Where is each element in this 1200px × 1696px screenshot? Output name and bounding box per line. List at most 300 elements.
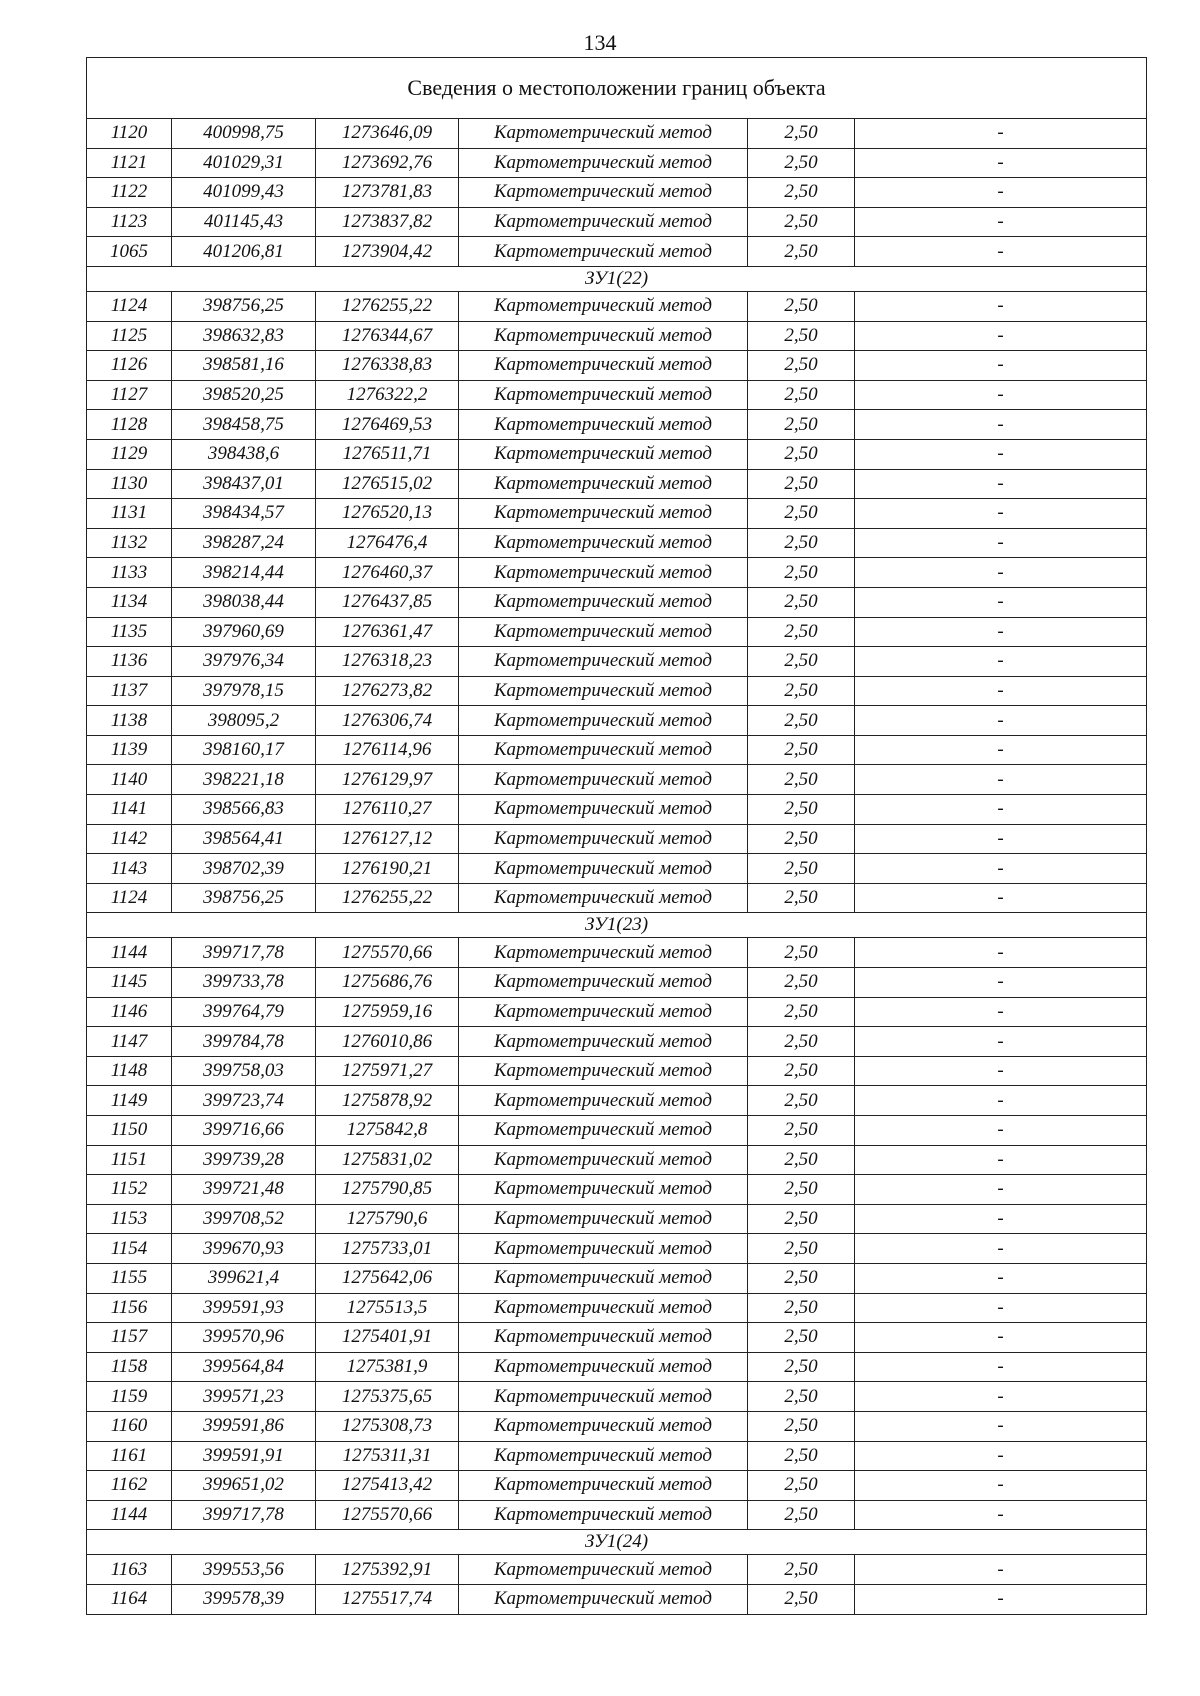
table-row	[87, 178, 1147, 208]
table-row	[87, 1323, 1147, 1353]
point-number-cell: 1136	[87, 647, 172, 677]
description-cell: -	[855, 1204, 1147, 1234]
x-coordinate-cell: 398756,25	[172, 883, 316, 913]
point-number-cell: 1120	[87, 119, 172, 149]
x-coordinate-cell: 398214,44	[172, 558, 316, 588]
table-row	[87, 439, 1147, 469]
y-coordinate-cell: 1276127,12	[316, 824, 459, 854]
table-row	[87, 1234, 1147, 1264]
table-row	[87, 528, 1147, 558]
method-cell: Картометрический метод	[459, 647, 748, 677]
accuracy-cell: 2,50	[748, 883, 855, 913]
accuracy-cell: 2,50	[748, 824, 855, 854]
method-cell: Картометрический метод	[459, 291, 748, 321]
page-number: 134	[583, 30, 617, 55]
y-coordinate-cell: 1275971,27	[316, 1056, 459, 1086]
method-cell: Картометрический метод	[459, 1234, 748, 1264]
description-cell: -	[855, 469, 1147, 499]
description-cell: -	[855, 351, 1147, 381]
y-coordinate-cell: 1275311,31	[316, 1441, 459, 1471]
description-cell: -	[855, 1056, 1147, 1086]
y-coordinate-cell: 1276437,85	[316, 587, 459, 617]
method-cell: Картометрический метод	[459, 1471, 748, 1501]
y-coordinate-cell: 1276469,53	[316, 410, 459, 440]
point-number-cell: 1153	[87, 1204, 172, 1234]
table-row	[87, 351, 1147, 381]
accuracy-cell: 2,50	[748, 439, 855, 469]
table-row	[87, 1027, 1147, 1057]
method-cell: Картометрический метод	[459, 997, 748, 1027]
accuracy-cell: 2,50	[748, 148, 855, 178]
accuracy-cell: 2,50	[748, 1263, 855, 1293]
accuracy-cell: 2,50	[748, 499, 855, 529]
point-number-cell: 1122	[87, 178, 172, 208]
method-cell: Картометрический метод	[459, 1500, 748, 1530]
x-coordinate-cell: 398566,83	[172, 795, 316, 825]
description-cell: -	[855, 178, 1147, 208]
table-row	[87, 237, 1147, 267]
method-cell: Картометрический метод	[459, 148, 748, 178]
point-number-cell: 1156	[87, 1293, 172, 1323]
accuracy-cell: 2,50	[748, 1555, 855, 1585]
y-coordinate-cell: 1273837,82	[316, 207, 459, 237]
table-row	[87, 968, 1147, 998]
table-row	[87, 854, 1147, 884]
table-row	[87, 148, 1147, 178]
accuracy-cell: 2,50	[748, 469, 855, 499]
y-coordinate-cell: 1276255,22	[316, 291, 459, 321]
method-cell: Картометрический метод	[459, 676, 748, 706]
section-label: ЗУ1(24)	[87, 1530, 1147, 1555]
description-cell: -	[855, 1116, 1147, 1146]
table-row	[87, 410, 1147, 440]
point-number-cell: 1130	[87, 469, 172, 499]
x-coordinate-cell: 399723,74	[172, 1086, 316, 1116]
accuracy-cell: 2,50	[748, 1145, 855, 1175]
description-cell: -	[855, 1234, 1147, 1264]
point-number-cell: 1154	[87, 1234, 172, 1264]
x-coordinate-cell: 399784,78	[172, 1027, 316, 1057]
y-coordinate-cell: 1276306,74	[316, 706, 459, 736]
method-cell: Картометрический метод	[459, 1145, 748, 1175]
accuracy-cell: 2,50	[748, 706, 855, 736]
point-number-cell: 1124	[87, 883, 172, 913]
x-coordinate-cell: 399764,79	[172, 997, 316, 1027]
point-number-cell: 1143	[87, 854, 172, 884]
table-row	[87, 1555, 1147, 1585]
table-row	[87, 558, 1147, 588]
method-cell: Картометрический метод	[459, 1323, 748, 1353]
table-body	[87, 58, 1147, 1615]
method-cell: Картометрический метод	[459, 1382, 748, 1412]
description-cell: -	[855, 558, 1147, 588]
accuracy-cell: 2,50	[748, 237, 855, 267]
x-coordinate-cell: 401099,43	[172, 178, 316, 208]
section-label: ЗУ1(23)	[87, 913, 1147, 938]
y-coordinate-cell: 1276190,21	[316, 854, 459, 884]
method-cell: Картометрический метод	[459, 824, 748, 854]
y-coordinate-cell: 1276114,96	[316, 735, 459, 765]
point-number-cell: 1148	[87, 1056, 172, 1086]
table-row	[87, 735, 1147, 765]
section-row	[87, 1530, 1147, 1555]
y-coordinate-cell: 1275308,73	[316, 1411, 459, 1441]
description-cell: -	[855, 1086, 1147, 1116]
x-coordinate-cell: 398437,01	[172, 469, 316, 499]
x-coordinate-cell: 398458,75	[172, 410, 316, 440]
table-row	[87, 1204, 1147, 1234]
accuracy-cell: 2,50	[748, 1471, 855, 1501]
description-cell: -	[855, 676, 1147, 706]
table-row	[87, 795, 1147, 825]
method-cell: Картометрический метод	[459, 321, 748, 351]
y-coordinate-cell: 1275686,76	[316, 968, 459, 998]
table-row	[87, 207, 1147, 237]
table-row	[87, 765, 1147, 795]
x-coordinate-cell: 399591,86	[172, 1411, 316, 1441]
x-coordinate-cell: 397976,34	[172, 647, 316, 677]
method-cell: Картометрический метод	[459, 1584, 748, 1614]
accuracy-cell: 2,50	[748, 1175, 855, 1205]
x-coordinate-cell: 399717,78	[172, 1500, 316, 1530]
y-coordinate-cell: 1275517,74	[316, 1584, 459, 1614]
method-cell: Картометрический метод	[459, 938, 748, 968]
accuracy-cell: 2,50	[748, 617, 855, 647]
description-cell: -	[855, 380, 1147, 410]
description-cell: -	[855, 291, 1147, 321]
point-number-cell: 1152	[87, 1175, 172, 1205]
method-cell: Картометрический метод	[459, 351, 748, 381]
point-number-cell: 1157	[87, 1323, 172, 1353]
table-row	[87, 676, 1147, 706]
accuracy-cell: 2,50	[748, 207, 855, 237]
accuracy-cell: 2,50	[748, 1116, 855, 1146]
description-cell: -	[855, 1145, 1147, 1175]
x-coordinate-cell: 399739,28	[172, 1145, 316, 1175]
description-cell: -	[855, 1323, 1147, 1353]
boundary-coordinates-table	[86, 57, 1147, 1615]
description-cell: -	[855, 1500, 1147, 1530]
description-cell: -	[855, 1471, 1147, 1501]
method-cell: Картометрический метод	[459, 380, 748, 410]
y-coordinate-cell: 1275790,85	[316, 1175, 459, 1205]
table-row	[87, 938, 1147, 968]
description-cell: -	[855, 1263, 1147, 1293]
table-row	[87, 1056, 1147, 1086]
table-row	[87, 499, 1147, 529]
accuracy-cell: 2,50	[748, 765, 855, 795]
accuracy-cell: 2,50	[748, 1584, 855, 1614]
x-coordinate-cell: 398581,16	[172, 351, 316, 381]
accuracy-cell: 2,50	[748, 1234, 855, 1264]
method-cell: Картометрический метод	[459, 410, 748, 440]
table-row	[87, 1441, 1147, 1471]
section-label: ЗУ1(22)	[87, 266, 1147, 291]
method-cell: Картометрический метод	[459, 1441, 748, 1471]
accuracy-cell: 2,50	[748, 528, 855, 558]
accuracy-cell: 2,50	[748, 1382, 855, 1412]
method-cell: Картометрический метод	[459, 765, 748, 795]
x-coordinate-cell: 398702,39	[172, 854, 316, 884]
description-cell: -	[855, 883, 1147, 913]
point-number-cell: 1142	[87, 824, 172, 854]
x-coordinate-cell: 398632,83	[172, 321, 316, 351]
accuracy-cell: 2,50	[748, 1293, 855, 1323]
accuracy-cell: 2,50	[748, 997, 855, 1027]
x-coordinate-cell: 401206,81	[172, 237, 316, 267]
point-number-cell: 1139	[87, 735, 172, 765]
table-row	[87, 1175, 1147, 1205]
y-coordinate-cell: 1275642,06	[316, 1263, 459, 1293]
description-cell: -	[855, 1411, 1147, 1441]
table-row	[87, 1471, 1147, 1501]
table-row	[87, 706, 1147, 736]
y-coordinate-cell: 1273904,42	[316, 237, 459, 267]
x-coordinate-cell: 399621,4	[172, 1263, 316, 1293]
description-cell: -	[855, 119, 1147, 149]
x-coordinate-cell: 400998,75	[172, 119, 316, 149]
description-cell: -	[855, 1352, 1147, 1382]
y-coordinate-cell: 1275413,42	[316, 1471, 459, 1501]
y-coordinate-cell: 1275570,66	[316, 938, 459, 968]
point-number-cell: 1164	[87, 1584, 172, 1614]
point-number-cell: 1158	[87, 1352, 172, 1382]
method-cell: Картометрический метод	[459, 854, 748, 884]
y-coordinate-cell: 1276129,97	[316, 765, 459, 795]
x-coordinate-cell: 401145,43	[172, 207, 316, 237]
point-number-cell: 1145	[87, 968, 172, 998]
y-coordinate-cell: 1276255,22	[316, 883, 459, 913]
x-coordinate-cell: 397978,15	[172, 676, 316, 706]
table-title: Сведения о местоположении границ объекта	[87, 58, 1147, 119]
x-coordinate-cell: 398160,17	[172, 735, 316, 765]
table-row	[87, 824, 1147, 854]
accuracy-cell: 2,50	[748, 119, 855, 149]
point-number-cell: 1065	[87, 237, 172, 267]
method-cell: Картометрический метод	[459, 439, 748, 469]
table-row	[87, 1116, 1147, 1146]
point-number-cell: 1127	[87, 380, 172, 410]
table-row	[87, 380, 1147, 410]
x-coordinate-cell: 398434,57	[172, 499, 316, 529]
description-cell: -	[855, 735, 1147, 765]
description-cell: -	[855, 1382, 1147, 1412]
method-cell: Картометрический метод	[459, 1086, 748, 1116]
point-number-cell: 1133	[87, 558, 172, 588]
method-cell: Картометрический метод	[459, 237, 748, 267]
method-cell: Картометрический метод	[459, 207, 748, 237]
description-cell: -	[855, 237, 1147, 267]
point-number-cell: 1144	[87, 938, 172, 968]
x-coordinate-cell: 398221,18	[172, 765, 316, 795]
point-number-cell: 1126	[87, 351, 172, 381]
y-coordinate-cell: 1276515,02	[316, 469, 459, 499]
point-number-cell: 1132	[87, 528, 172, 558]
table-row	[87, 997, 1147, 1027]
method-cell: Картометрический метод	[459, 1175, 748, 1205]
y-coordinate-cell: 1276511,71	[316, 439, 459, 469]
accuracy-cell: 2,50	[748, 795, 855, 825]
description-cell: -	[855, 968, 1147, 998]
x-coordinate-cell: 399578,39	[172, 1584, 316, 1614]
y-coordinate-cell: 1275513,5	[316, 1293, 459, 1323]
point-number-cell: 1124	[87, 291, 172, 321]
point-number-cell: 1144	[87, 1500, 172, 1530]
point-number-cell: 1125	[87, 321, 172, 351]
description-cell: -	[855, 938, 1147, 968]
section-row	[87, 266, 1147, 291]
accuracy-cell: 2,50	[748, 558, 855, 588]
point-number-cell: 1147	[87, 1027, 172, 1057]
x-coordinate-cell: 399564,84	[172, 1352, 316, 1382]
method-cell: Картометрический метод	[459, 1263, 748, 1293]
x-coordinate-cell: 398038,44	[172, 587, 316, 617]
y-coordinate-cell: 1273781,83	[316, 178, 459, 208]
y-coordinate-cell: 1275381,9	[316, 1352, 459, 1382]
method-cell: Картометрический метод	[459, 1293, 748, 1323]
point-number-cell: 1141	[87, 795, 172, 825]
accuracy-cell: 2,50	[748, 587, 855, 617]
method-cell: Картометрический метод	[459, 499, 748, 529]
accuracy-cell: 2,50	[748, 1352, 855, 1382]
y-coordinate-cell: 1276520,13	[316, 499, 459, 529]
method-cell: Картометрический метод	[459, 883, 748, 913]
x-coordinate-cell: 398564,41	[172, 824, 316, 854]
method-cell: Картометрический метод	[459, 706, 748, 736]
x-coordinate-cell: 398756,25	[172, 291, 316, 321]
point-number-cell: 1160	[87, 1411, 172, 1441]
table-row	[87, 1293, 1147, 1323]
method-cell: Картометрический метод	[459, 469, 748, 499]
x-coordinate-cell: 399553,56	[172, 1555, 316, 1585]
y-coordinate-cell: 1276110,27	[316, 795, 459, 825]
table-title-row	[87, 58, 1147, 119]
x-coordinate-cell: 399670,93	[172, 1234, 316, 1264]
description-cell: -	[855, 1584, 1147, 1614]
point-number-cell: 1151	[87, 1145, 172, 1175]
y-coordinate-cell: 1275878,92	[316, 1086, 459, 1116]
description-cell: -	[855, 1555, 1147, 1585]
y-coordinate-cell: 1276460,37	[316, 558, 459, 588]
x-coordinate-cell: 399717,78	[172, 938, 316, 968]
method-cell: Картометрический метод	[459, 1411, 748, 1441]
description-cell: -	[855, 1175, 1147, 1205]
y-coordinate-cell: 1276322,2	[316, 380, 459, 410]
point-number-cell: 1135	[87, 617, 172, 647]
accuracy-cell: 2,50	[748, 351, 855, 381]
x-coordinate-cell: 398095,2	[172, 706, 316, 736]
table-row	[87, 617, 1147, 647]
description-cell: -	[855, 148, 1147, 178]
accuracy-cell: 2,50	[748, 938, 855, 968]
table-row	[87, 1263, 1147, 1293]
accuracy-cell: 2,50	[748, 321, 855, 351]
table-row	[87, 883, 1147, 913]
y-coordinate-cell: 1275959,16	[316, 997, 459, 1027]
section-row	[87, 913, 1147, 938]
point-number-cell: 1150	[87, 1116, 172, 1146]
method-cell: Картометрический метод	[459, 1204, 748, 1234]
method-cell: Картометрический метод	[459, 1555, 748, 1585]
table-row	[87, 587, 1147, 617]
method-cell: Картометрический метод	[459, 528, 748, 558]
accuracy-cell: 2,50	[748, 676, 855, 706]
table-row	[87, 1145, 1147, 1175]
point-number-cell: 1129	[87, 439, 172, 469]
description-cell: -	[855, 499, 1147, 529]
accuracy-cell: 2,50	[748, 1441, 855, 1471]
x-coordinate-cell: 398520,25	[172, 380, 316, 410]
y-coordinate-cell: 1276318,23	[316, 647, 459, 677]
table-row	[87, 1352, 1147, 1382]
y-coordinate-cell: 1276010,86	[316, 1027, 459, 1057]
description-cell: -	[855, 1293, 1147, 1323]
point-number-cell: 1137	[87, 676, 172, 706]
method-cell: Картометрический метод	[459, 1352, 748, 1382]
accuracy-cell: 2,50	[748, 1411, 855, 1441]
method-cell: Картометрический метод	[459, 1116, 748, 1146]
x-coordinate-cell: 399571,23	[172, 1382, 316, 1412]
y-coordinate-cell: 1276338,83	[316, 351, 459, 381]
table-row	[87, 119, 1147, 149]
y-coordinate-cell: 1275842,8	[316, 1116, 459, 1146]
point-number-cell: 1161	[87, 1441, 172, 1471]
method-cell: Картометрический метод	[459, 558, 748, 588]
description-cell: -	[855, 528, 1147, 558]
point-number-cell: 1140	[87, 765, 172, 795]
table-row	[87, 321, 1147, 351]
description-cell: -	[855, 207, 1147, 237]
accuracy-cell: 2,50	[748, 380, 855, 410]
x-coordinate-cell: 399733,78	[172, 968, 316, 998]
table-row	[87, 469, 1147, 499]
accuracy-cell: 2,50	[748, 1323, 855, 1353]
x-coordinate-cell: 399570,96	[172, 1323, 316, 1353]
description-cell: -	[855, 997, 1147, 1027]
point-number-cell: 1121	[87, 148, 172, 178]
y-coordinate-cell: 1275790,6	[316, 1204, 459, 1234]
accuracy-cell: 2,50	[748, 410, 855, 440]
y-coordinate-cell: 1276476,4	[316, 528, 459, 558]
point-number-cell: 1155	[87, 1263, 172, 1293]
x-coordinate-cell: 399708,52	[172, 1204, 316, 1234]
accuracy-cell: 2,50	[748, 1500, 855, 1530]
description-cell: -	[855, 410, 1147, 440]
table-row	[87, 1382, 1147, 1412]
table-row	[87, 1584, 1147, 1614]
description-cell: -	[855, 1027, 1147, 1057]
method-cell: Картометрический метод	[459, 119, 748, 149]
description-cell: -	[855, 439, 1147, 469]
description-cell: -	[855, 795, 1147, 825]
x-coordinate-cell: 397960,69	[172, 617, 316, 647]
x-coordinate-cell: 401029,31	[172, 148, 316, 178]
method-cell: Картометрический метод	[459, 617, 748, 647]
description-cell: -	[855, 647, 1147, 677]
point-number-cell: 1149	[87, 1086, 172, 1116]
method-cell: Картометрический метод	[459, 968, 748, 998]
y-coordinate-cell: 1275570,66	[316, 1500, 459, 1530]
y-coordinate-cell: 1275831,02	[316, 1145, 459, 1175]
y-coordinate-cell: 1276273,82	[316, 676, 459, 706]
x-coordinate-cell: 398438,6	[172, 439, 316, 469]
method-cell: Картометрический метод	[459, 1056, 748, 1086]
table-row	[87, 291, 1147, 321]
table-row	[87, 1500, 1147, 1530]
accuracy-cell: 2,50	[748, 291, 855, 321]
x-coordinate-cell: 399591,91	[172, 1441, 316, 1471]
method-cell: Картометрический метод	[459, 1027, 748, 1057]
